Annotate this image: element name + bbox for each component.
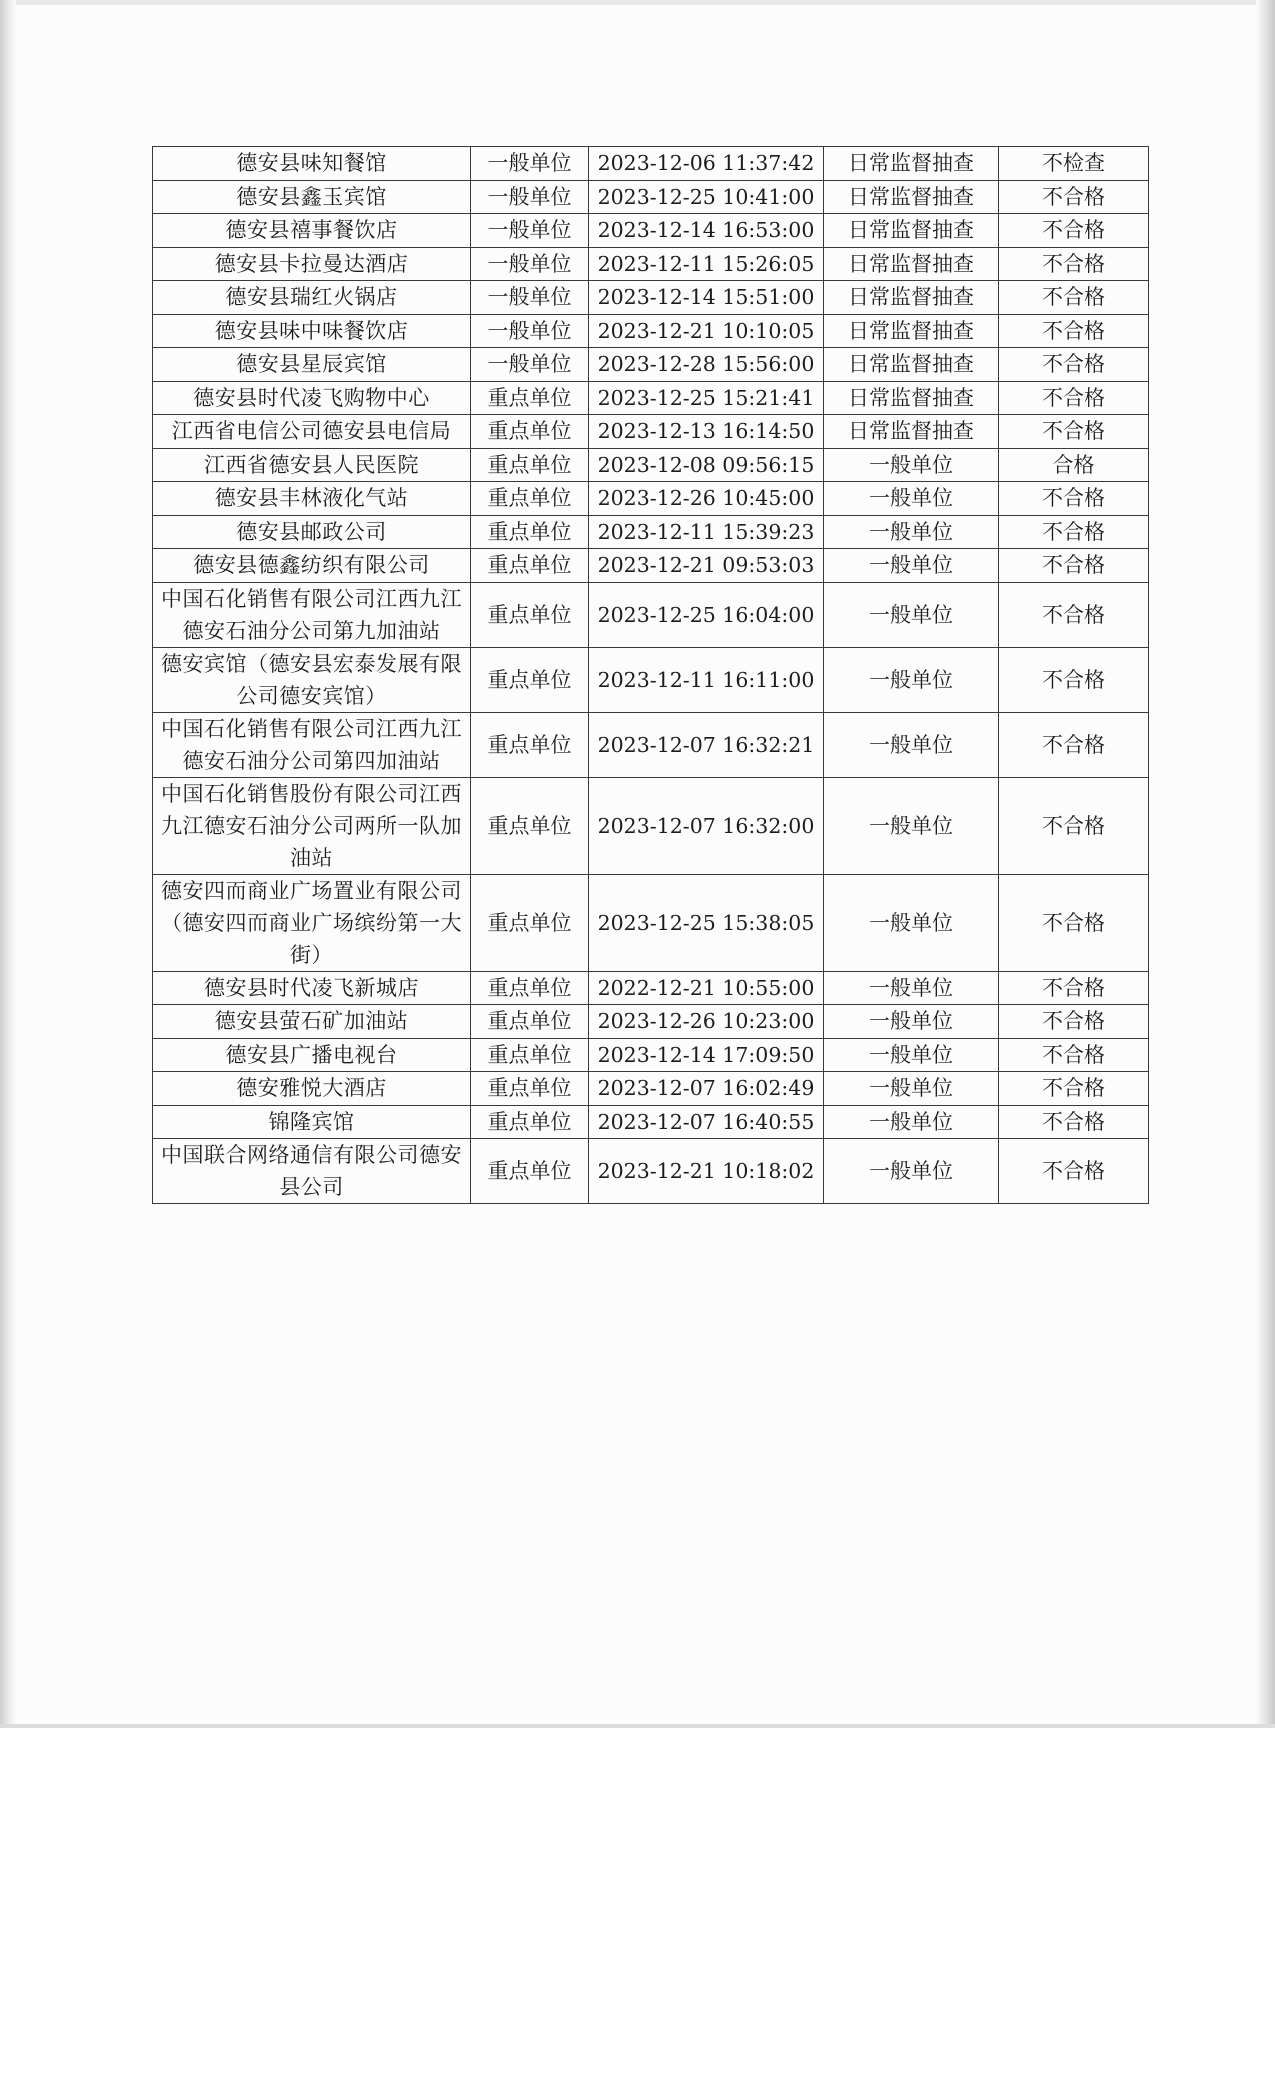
check-type-cell: 日常监督抽查 — [824, 247, 999, 281]
result-cell: 不合格 — [999, 281, 1149, 315]
table-row — [153, 1105, 1149, 1139]
unit-category-cell: 重点单位 — [471, 1072, 589, 1106]
table-row — [153, 482, 1149, 516]
result-cell: 不合格 — [999, 381, 1149, 415]
check-type-cell: 一般单位 — [824, 1005, 999, 1039]
inspection-time-cell: 2023-12-07 16:02:49 — [589, 1072, 824, 1106]
unit-category-cell: 重点单位 — [471, 647, 589, 712]
check-type-cell: 一般单位 — [824, 582, 999, 647]
unit-name-cell: 江西省德安县人民医院 — [153, 448, 471, 482]
inspection-time-cell: 2023-12-07 16:32:00 — [589, 777, 824, 874]
check-type-cell: 一般单位 — [824, 549, 999, 583]
unit-category-cell: 重点单位 — [471, 971, 589, 1005]
inspection-time-cell: 2023-12-21 10:18:02 — [589, 1139, 824, 1204]
table-row — [153, 281, 1149, 315]
unit-name-cell: 中国石化销售有限公司江西九江德安石油分公司第四加油站 — [153, 712, 471, 777]
unit-name-cell: 德安县鑫玉宾馆 — [153, 180, 471, 214]
result-cell: 不合格 — [999, 1005, 1149, 1039]
unit-category-cell: 重点单位 — [471, 1005, 589, 1039]
unit-category-cell: 重点单位 — [471, 515, 589, 549]
table-row — [153, 874, 1149, 971]
check-type-cell: 日常监督抽查 — [824, 381, 999, 415]
unit-name-cell: 德安县时代凌飞购物中心 — [153, 381, 471, 415]
unit-name-cell: 德安县禧事餐饮店 — [153, 214, 471, 248]
result-cell: 不合格 — [999, 712, 1149, 777]
unit-name-cell: 德安县邮政公司 — [153, 515, 471, 549]
unit-name-cell: 德安县时代凌飞新城店 — [153, 971, 471, 1005]
result-cell: 不检查 — [999, 147, 1149, 181]
check-type-cell: 一般单位 — [824, 971, 999, 1005]
result-cell: 不合格 — [999, 1038, 1149, 1072]
unit-category-cell: 一般单位 — [471, 214, 589, 248]
inspection-time-cell: 2023-12-26 10:45:00 — [589, 482, 824, 516]
check-type-cell: 一般单位 — [824, 1038, 999, 1072]
table-row — [153, 1038, 1149, 1072]
inspection-time-cell: 2023-12-11 16:11:00 — [589, 647, 824, 712]
unit-category-cell: 一般单位 — [471, 348, 589, 382]
check-type-cell: 一般单位 — [824, 777, 999, 874]
table-row — [153, 712, 1149, 777]
table-row — [153, 448, 1149, 482]
inspection-time-cell: 2023-12-14 15:51:00 — [589, 281, 824, 315]
result-cell: 不合格 — [999, 515, 1149, 549]
inspection-time-cell: 2023-12-14 17:09:50 — [589, 1038, 824, 1072]
unit-category-cell: 重点单位 — [471, 712, 589, 777]
unit-name-cell: 德安雅悦大酒店 — [153, 1072, 471, 1106]
result-cell: 不合格 — [999, 582, 1149, 647]
inspection-time-cell: 2023-12-25 15:38:05 — [589, 874, 824, 971]
inspection-time-cell: 2023-12-11 15:26:05 — [589, 247, 824, 281]
inspection-time-cell: 2023-12-25 10:41:00 — [589, 180, 824, 214]
table-row — [153, 647, 1149, 712]
unit-category-cell: 重点单位 — [471, 1038, 589, 1072]
table-row — [153, 381, 1149, 415]
unit-name-cell: 德安县广播电视台 — [153, 1038, 471, 1072]
inspection-time-cell: 2023-12-21 09:53:03 — [589, 549, 824, 583]
table-row — [153, 1139, 1149, 1204]
check-type-cell: 一般单位 — [824, 647, 999, 712]
unit-name-cell: 德安县味中味餐饮店 — [153, 314, 471, 348]
table-row — [153, 415, 1149, 449]
table-row — [153, 582, 1149, 647]
unit-category-cell: 重点单位 — [471, 1139, 589, 1204]
unit-name-cell: 德安县味知餐馆 — [153, 147, 471, 181]
scan-edge-left — [0, 0, 16, 1728]
unit-category-cell: 重点单位 — [471, 582, 589, 647]
check-type-cell: 日常监督抽查 — [824, 180, 999, 214]
unit-name-cell: 德安四而商业广场置业有限公司（德安四而商业广场缤纷第一大街） — [153, 874, 471, 971]
table-row — [153, 549, 1149, 583]
check-type-cell: 一般单位 — [824, 515, 999, 549]
result-cell: 合格 — [999, 448, 1149, 482]
result-cell: 不合格 — [999, 647, 1149, 712]
result-cell: 不合格 — [999, 1139, 1149, 1204]
unit-category-cell: 一般单位 — [471, 281, 589, 315]
unit-name-cell: 中国联合网络通信有限公司德安县公司 — [153, 1139, 471, 1204]
scan-edge-right — [1256, 0, 1275, 1728]
unit-name-cell: 中国石化销售股份有限公司江西九江德安石油分公司两所一队加油站 — [153, 777, 471, 874]
table-row — [153, 314, 1149, 348]
inspection-records-table — [152, 146, 1149, 1204]
inspection-time-cell: 2023-12-14 16:53:00 — [589, 214, 824, 248]
inspection-time-cell: 2023-12-21 10:10:05 — [589, 314, 824, 348]
result-cell: 不合格 — [999, 482, 1149, 516]
result-cell: 不合格 — [999, 1105, 1149, 1139]
unit-category-cell: 一般单位 — [471, 147, 589, 181]
check-type-cell: 日常监督抽查 — [824, 281, 999, 315]
unit-name-cell: 德安宾馆（德安县宏泰发展有限公司德安宾馆） — [153, 647, 471, 712]
inspection-time-cell: 2022-12-21 10:55:00 — [589, 971, 824, 1005]
unit-category-cell: 一般单位 — [471, 314, 589, 348]
unit-category-cell: 重点单位 — [471, 1105, 589, 1139]
unit-name-cell: 德安县德鑫纺织有限公司 — [153, 549, 471, 583]
inspection-time-cell: 2023-12-26 10:23:00 — [589, 1005, 824, 1039]
unit-category-cell: 重点单位 — [471, 874, 589, 971]
result-cell: 不合格 — [999, 348, 1149, 382]
unit-category-cell: 一般单位 — [471, 180, 589, 214]
table-row — [153, 971, 1149, 1005]
result-cell: 不合格 — [999, 1072, 1149, 1106]
inspection-time-cell: 2023-12-13 16:14:50 — [589, 415, 824, 449]
check-type-cell: 日常监督抽查 — [824, 147, 999, 181]
inspection-time-cell: 2023-12-11 15:39:23 — [589, 515, 824, 549]
unit-name-cell: 中国石化销售有限公司江西九江德安石油分公司第九加油站 — [153, 582, 471, 647]
result-cell: 不合格 — [999, 247, 1149, 281]
table-row — [153, 777, 1149, 874]
check-type-cell: 一般单位 — [824, 1139, 999, 1204]
unit-category-cell: 重点单位 — [471, 415, 589, 449]
result-cell: 不合格 — [999, 415, 1149, 449]
result-cell: 不合格 — [999, 971, 1149, 1005]
table-row — [153, 147, 1149, 181]
result-cell: 不合格 — [999, 874, 1149, 971]
check-type-cell: 一般单位 — [824, 1105, 999, 1139]
result-cell: 不合格 — [999, 214, 1149, 248]
check-type-cell: 日常监督抽查 — [824, 314, 999, 348]
inspection-time-cell: 2023-12-07 16:40:55 — [589, 1105, 824, 1139]
check-type-cell: 一般单位 — [824, 1072, 999, 1106]
unit-category-cell: 一般单位 — [471, 247, 589, 281]
unit-category-cell: 重点单位 — [471, 549, 589, 583]
inspection-time-cell: 2023-12-28 15:56:00 — [589, 348, 824, 382]
unit-category-cell: 重点单位 — [471, 381, 589, 415]
unit-name-cell: 德安县瑞红火锅店 — [153, 281, 471, 315]
inspection-time-cell: 2023-12-08 09:56:15 — [589, 448, 824, 482]
inspection-time-cell: 2023-12-25 15:21:41 — [589, 381, 824, 415]
unit-name-cell: 江西省电信公司德安县电信局 — [153, 415, 471, 449]
table-row — [153, 1072, 1149, 1106]
result-cell: 不合格 — [999, 549, 1149, 583]
check-type-cell: 日常监督抽查 — [824, 214, 999, 248]
unit-name-cell: 锦隆宾馆 — [153, 1105, 471, 1139]
table-row — [153, 348, 1149, 382]
table-row — [153, 180, 1149, 214]
result-cell: 不合格 — [999, 314, 1149, 348]
unit-category-cell: 重点单位 — [471, 448, 589, 482]
scan-edge-bottom — [0, 1724, 1275, 1728]
table-row — [153, 247, 1149, 281]
result-cell: 不合格 — [999, 777, 1149, 874]
scan-edge-top — [0, 0, 1275, 5]
check-type-cell: 日常监督抽查 — [824, 348, 999, 382]
check-type-cell: 日常监督抽查 — [824, 415, 999, 449]
inspection-time-cell: 2023-12-06 11:37:42 — [589, 147, 824, 181]
unit-name-cell: 德安县丰林液化气站 — [153, 482, 471, 516]
table-row — [153, 214, 1149, 248]
unit-name-cell: 德安县萤石矿加油站 — [153, 1005, 471, 1039]
table-row — [153, 1005, 1149, 1039]
check-type-cell: 一般单位 — [824, 712, 999, 777]
inspection-time-cell: 2023-12-25 16:04:00 — [589, 582, 824, 647]
inspection-time-cell: 2023-12-07 16:32:21 — [589, 712, 824, 777]
table-row — [153, 515, 1149, 549]
unit-category-cell: 重点单位 — [471, 777, 589, 874]
check-type-cell: 一般单位 — [824, 874, 999, 971]
result-cell: 不合格 — [999, 180, 1149, 214]
check-type-cell: 一般单位 — [824, 448, 999, 482]
unit-name-cell: 德安县卡拉曼达酒店 — [153, 247, 471, 281]
unit-category-cell: 重点单位 — [471, 482, 589, 516]
check-type-cell: 一般单位 — [824, 482, 999, 516]
unit-name-cell: 德安县星辰宾馆 — [153, 348, 471, 382]
